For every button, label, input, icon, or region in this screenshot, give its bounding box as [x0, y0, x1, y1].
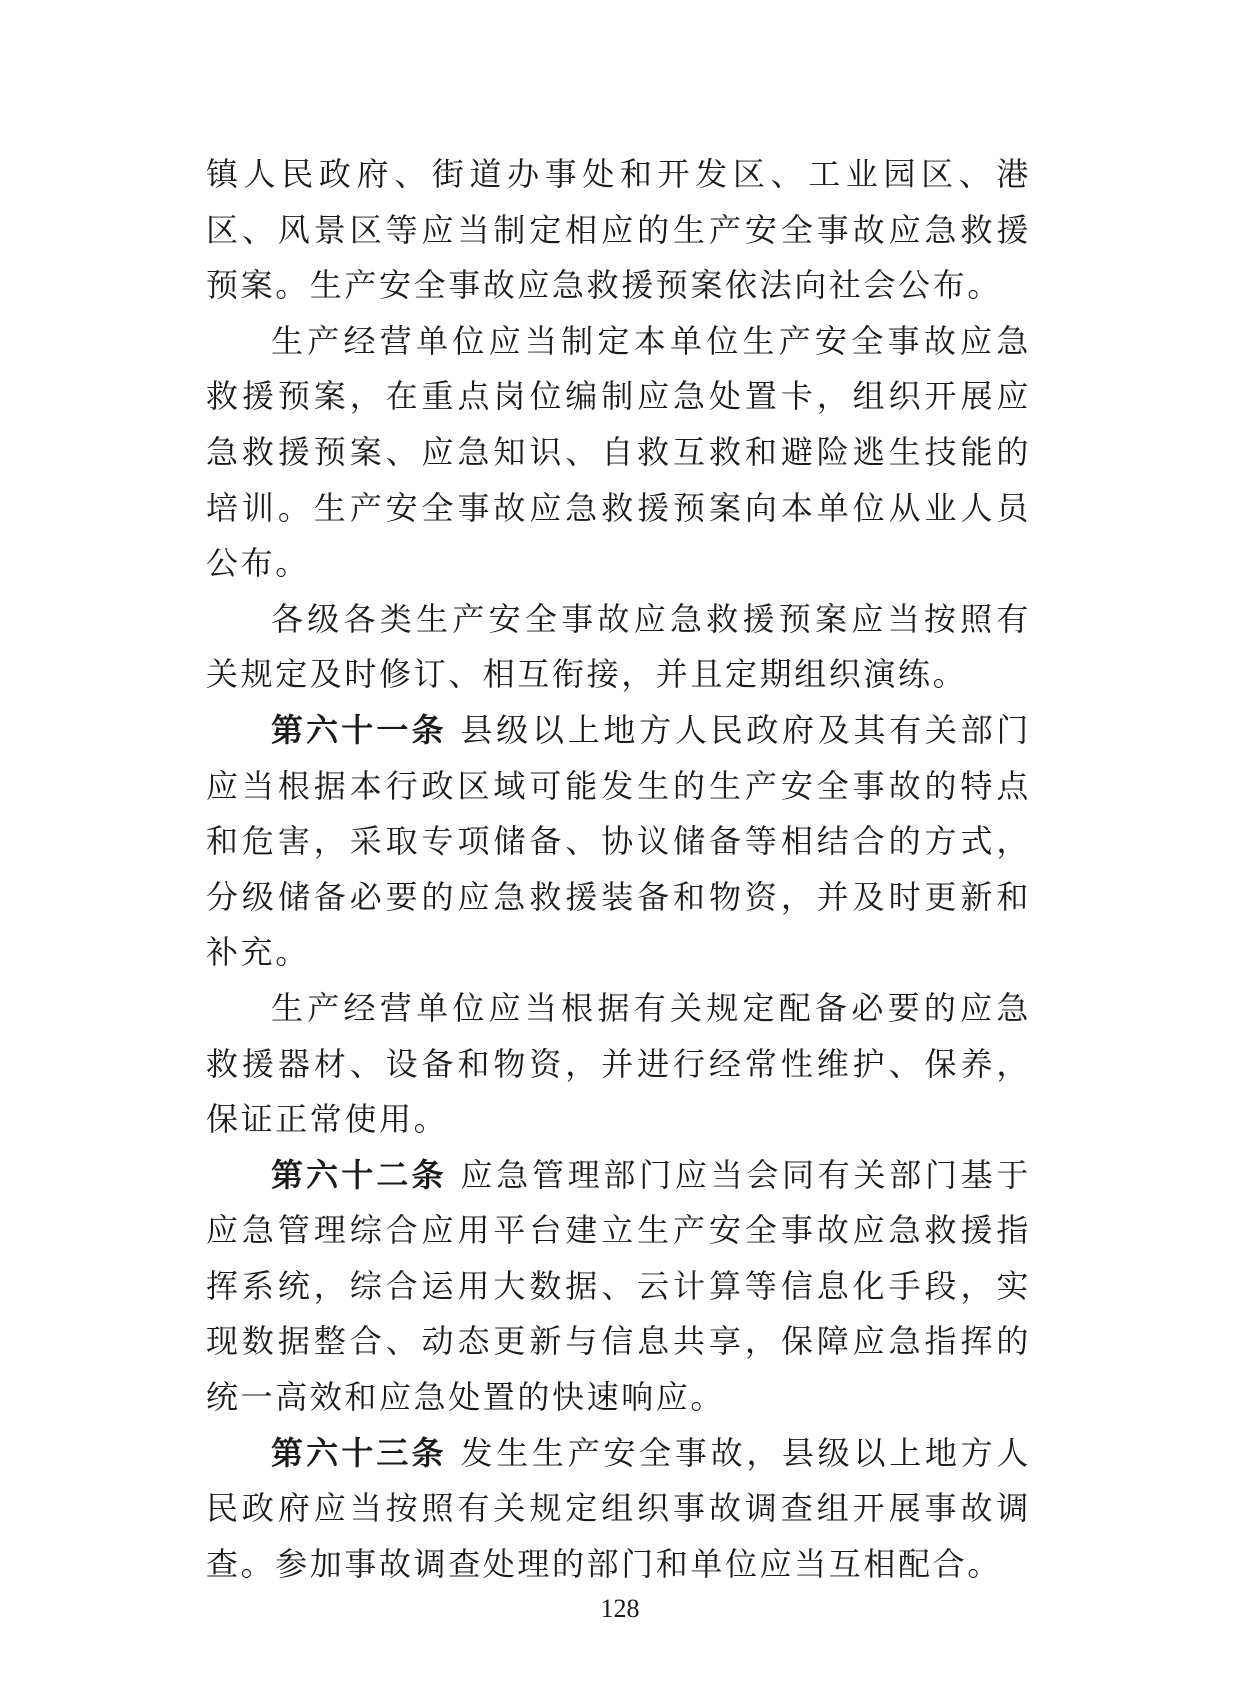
paragraph-text: 镇人民政府、街道办事处和开发区、工业园区、港区、风景区等应当制定相应的生产安全事故应急救援预案。生产安全事故应急救援预案依法向社会公布。 — [206, 155, 1031, 305]
article-number: 第六十二条 — [271, 1155, 447, 1194]
paragraph-text: 发生生产安全事故，县级以上地方人民政府应当按照有关规定组织事故调查组开展事故调查。参加事故调查处理的部门和单位应当互相配合。 — [206, 1433, 1031, 1583]
paragraph — [206, 592, 1031, 703]
paragraph — [206, 314, 1031, 592]
page-body — [206, 147, 1031, 1592]
paragraph-text: 生产经营单位应当根据有关规定配备必要的应急救援器材、设备和物资，并进行经常性维护、保养，保证正常使用。 — [206, 988, 1031, 1139]
page-number: 128 — [600, 1594, 640, 1623]
article-63 — [206, 1426, 1031, 1593]
paragraph-text: 各级各类生产安全事故应急救援预案应当按照有关规定及时修订、相互衔接，并且定期组织演练。 — [206, 599, 1031, 694]
article-62 — [206, 1148, 1031, 1426]
article-number: 第六十一条 — [271, 710, 447, 749]
article-number: 第六十三条 — [271, 1433, 447, 1472]
article-61 — [206, 703, 1031, 981]
paragraph-continuation — [206, 147, 1031, 314]
paragraph-text: 生产经营单位应当制定本单位生产安全事故应急救援预案，在重点岗位编制应急处置卡，组织开展应急救援预案、应急知识、自救互救和避险逃生技能的培训。生产安全事故应急救援预案向本单位从业人员公布。 — [206, 321, 1031, 583]
paragraph — [206, 981, 1031, 1148]
paragraph-text: 县级以上地方人民政府及其有关部门应当根据本行政区域可能发生的生产安全事故的特点和危害，采取专项储备、协议储备等相结合的方式，分级储备必要的应急救援装备和物资，并及时更新和补充。 — [206, 710, 1031, 972]
paragraph-text: 应急管理部门应当会同有关部门基于应急管理综合应用平台建立生产安全事故应急救援指挥系统，综合运用大数据、云计算等信息化手段，实现数据整合、动态更新与信息共享，保障应急指挥的统一高效和应急处置的快速响应。 — [206, 1155, 1031, 1417]
